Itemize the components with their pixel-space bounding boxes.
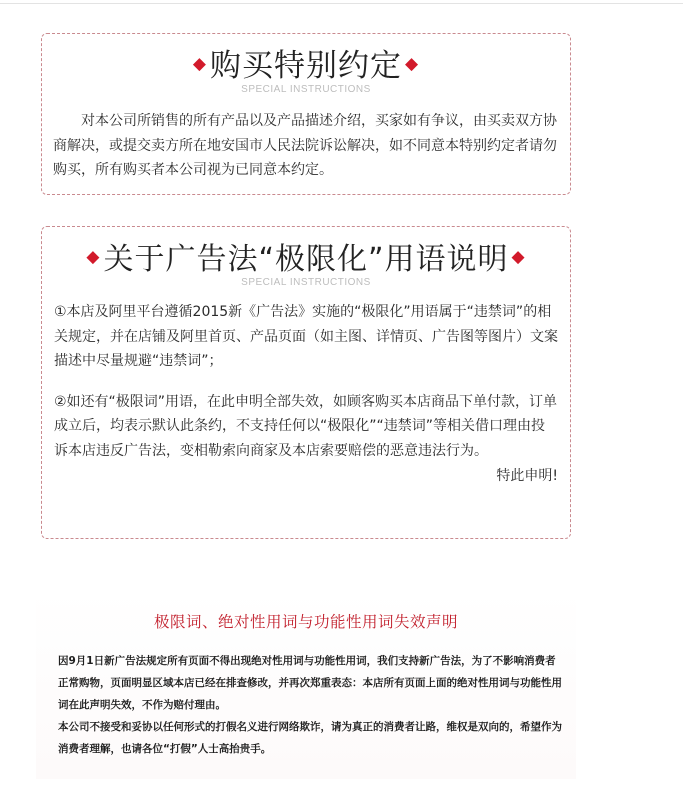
notice-paragraph-1: 因9月1日新广告法规定所有页面不得出现绝对性用词与功能性用词，我们支持新广告法，为了不影响消费者正常购物，页面明显区域本店已经在排查修改，并再次郑重表态：本店所有页面上面的绝对性用词与功能性用词在此声明失效，不作为赔付理由。 bbox=[58, 655, 562, 711]
section-subtitle: SPECIAL INSTRUCTIONS bbox=[241, 277, 371, 288]
invalidity-notice bbox=[36, 589, 576, 779]
section-title bbox=[42, 242, 570, 277]
agreement-text: 对本公司所销售的所有产品以及产品描述介绍，买家如有争议，由买卖双方协商解决，或提交卖方所在地安国市人民法院诉讼解决，如不同意本特别约定者请勿购买，所有购买者本公司视为已同意本约定。 bbox=[53, 113, 557, 178]
purchase-agreement-section bbox=[41, 33, 571, 195]
diamond-icon: ◆ bbox=[511, 247, 526, 267]
notice-title: 极限词、绝对性用词与功能性用词失效声明 bbox=[153, 613, 458, 631]
diamond-icon: ◆ bbox=[86, 247, 101, 267]
notice-paragraph-2: 本公司不接受和妥协以任何形式的打假名义进行网络欺诈，请为真正的消费者让路，维权是双向的，希望作为消费者理解，也请各位“打假”人士高抬贵手。 bbox=[58, 721, 562, 755]
diamond-icon: ◆ bbox=[405, 54, 420, 74]
section-title-text: 关于广告法“极限化”用语说明 bbox=[103, 242, 509, 277]
section-subtitle: SPECIAL INSTRUCTIONS bbox=[241, 84, 371, 95]
ad-law-paragraph-2: ②如还有“极限词”用语，在此申明全部失效，如顾客购买本店商品下单付款，订单成立后，均表示默认此条约，不支持任何以“极限化”“违禁词”等相关借口理由投诉本店违反广告法，变相勒索向商家及本店索要赔偿的恶意违法行为。 bbox=[54, 393, 558, 459]
ad-law-paragraph-1: ①本店及阿里平台遵循2015新《广告法》实施的“极限化”用语属于“违禁词”的相关规定，并在店铺及阿里首页、产品页面（如主图、详情页、广告图等图片）文案描述中尽量规避“违禁词”； bbox=[54, 304, 558, 369]
notice-body bbox=[58, 650, 566, 760]
section-title-text: 购买特别约定 bbox=[210, 48, 402, 84]
ad-law-section bbox=[41, 226, 571, 539]
section-title bbox=[42, 48, 570, 84]
diamond-icon: ◆ bbox=[192, 54, 207, 74]
top-divider bbox=[0, 3, 683, 4]
declaration-sign: 特此申明! bbox=[496, 468, 558, 484]
